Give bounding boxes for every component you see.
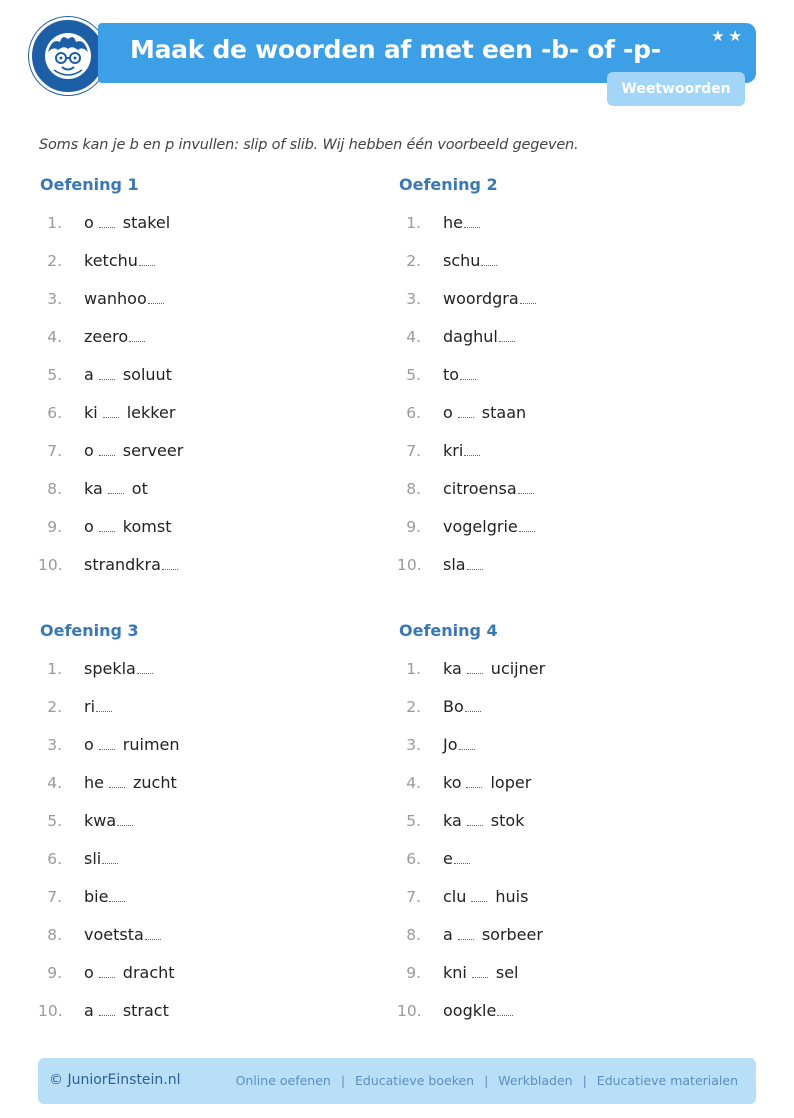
word-prefix: voetsta [84, 925, 144, 944]
word-prefix: ki [84, 403, 98, 422]
word-prefix: citroensa [443, 479, 517, 498]
exercise-item [399, 1001, 739, 1039]
footer-link-educatieve-boeken[interactable]: Educatieve boeken [355, 1073, 475, 1088]
word-fragment [443, 887, 528, 907]
exercise-item [40, 213, 380, 251]
word-fragment [443, 773, 531, 793]
word-fragment [443, 479, 535, 499]
word-prefix: o [84, 213, 94, 232]
answer-blank[interactable] [454, 849, 470, 864]
answer-blank[interactable] [467, 555, 483, 570]
item-number: 9. [406, 964, 421, 982]
word-prefix: daghul [443, 327, 498, 346]
word-fragment [84, 849, 119, 869]
word-fragment [443, 659, 545, 679]
footer-links [236, 1073, 738, 1088]
instructions: Soms kan je b en p invullen: slip of slib. Wij hebben één voorbeeld gegeven. [39, 137, 579, 153]
word-prefix: schu [443, 251, 481, 270]
answer-blank[interactable] [467, 659, 483, 674]
word-prefix: spekla [84, 659, 136, 678]
answer-blank[interactable] [99, 517, 115, 532]
answer-blank[interactable] [458, 925, 474, 940]
answer-blank[interactable] [137, 659, 153, 674]
word-prefix: he [443, 213, 463, 232]
answer-blank[interactable] [99, 1001, 115, 1016]
word-fragment [84, 811, 134, 831]
item-number: 10. [397, 1002, 422, 1020]
word-prefix: kri [443, 441, 464, 460]
item-number: 9. [406, 518, 421, 536]
exercise-item [40, 887, 380, 925]
item-number: 4. [406, 774, 421, 792]
item-number: 6. [406, 404, 421, 422]
word-suffix: staan [481, 403, 527, 422]
word-prefix: ketchu [84, 251, 138, 270]
word-prefix: ko [443, 773, 462, 792]
word-prefix: strandkra [84, 555, 161, 574]
exercise-item [40, 517, 380, 555]
word-prefix: ka [443, 811, 462, 830]
page-title: Maak de woorden af met een -b- of -p- [130, 35, 661, 64]
exercise-section [399, 175, 739, 593]
word-fragment [443, 289, 537, 309]
item-number: 6. [47, 850, 62, 868]
answer-blank[interactable] [467, 811, 483, 826]
item-number: 7. [47, 442, 62, 460]
item-number: 7. [406, 888, 421, 906]
answer-blank[interactable] [103, 403, 119, 418]
word-fragment [443, 251, 498, 271]
answer-blank[interactable] [464, 441, 480, 456]
answer-blank[interactable] [458, 403, 474, 418]
word-fragment [443, 327, 516, 347]
exercise-item [399, 811, 739, 849]
answer-blank[interactable] [117, 811, 133, 826]
word-prefix: oogkle [443, 1001, 497, 1020]
item-number: 10. [397, 556, 422, 574]
word-fragment [84, 213, 170, 233]
item-number: 8. [47, 480, 62, 498]
exercise-item [40, 773, 380, 811]
item-number: 1. [406, 214, 421, 232]
exercise-title: Oefening 2 [399, 175, 498, 194]
item-number: 3. [47, 736, 62, 754]
footer-separator: | [582, 1073, 587, 1088]
exercise-item [399, 773, 739, 811]
word-fragment [443, 517, 536, 537]
exercise-section [40, 175, 380, 593]
word-suffix: ruimen [122, 735, 180, 754]
exercise-item [399, 555, 739, 593]
word-fragment [84, 1001, 169, 1021]
word-prefix: woordgra [443, 289, 519, 308]
item-number: 7. [47, 888, 62, 906]
item-number: 10. [38, 556, 63, 574]
item-number: 3. [406, 736, 421, 754]
word-prefix: vogelgrie [443, 517, 518, 536]
word-fragment [84, 925, 162, 945]
item-number: 6. [47, 404, 62, 422]
item-number: 8. [406, 480, 421, 498]
answer-blank[interactable] [102, 849, 118, 864]
item-number: 8. [406, 926, 421, 944]
word-fragment [443, 213, 481, 233]
word-fragment [84, 441, 183, 461]
answer-blank[interactable] [109, 887, 125, 902]
word-suffix: stakel [122, 213, 171, 232]
exercise-item [40, 327, 380, 365]
exercise-title: Oefening 1 [40, 175, 139, 194]
item-number: 5. [47, 366, 62, 384]
word-suffix: ucijner [490, 659, 546, 678]
word-suffix: sel [495, 963, 519, 982]
exercise-item [399, 441, 739, 479]
item-number: 5. [47, 812, 62, 830]
answer-blank[interactable] [108, 479, 124, 494]
item-number: 9. [47, 518, 62, 536]
answer-blank[interactable] [109, 773, 125, 788]
exercise-item [40, 811, 380, 849]
exercise-item [40, 403, 380, 441]
word-prefix: ka [84, 479, 103, 498]
word-fragment [84, 479, 148, 499]
word-prefix: a [84, 365, 94, 384]
item-number: 9. [47, 964, 62, 982]
item-number: 4. [47, 328, 62, 346]
exercise-item [399, 365, 739, 403]
word-fragment [443, 735, 476, 755]
word-prefix: o [84, 963, 94, 982]
exercise-item [399, 213, 739, 251]
answer-blank[interactable] [464, 213, 480, 228]
answer-blank[interactable] [99, 365, 115, 380]
exercise-item [40, 963, 380, 1001]
word-suffix: ot [131, 479, 148, 498]
answer-blank[interactable] [139, 251, 155, 266]
exercise-item [40, 555, 380, 593]
word-suffix: lekker [126, 403, 176, 422]
exercise-item [399, 887, 739, 925]
word-suffix: sorbeer [481, 925, 543, 944]
answer-blank[interactable] [472, 963, 488, 978]
item-number: 4. [406, 328, 421, 346]
word-fragment [443, 441, 481, 461]
exercise-item [399, 251, 739, 289]
exercise-item [399, 479, 739, 517]
word-fragment [84, 697, 113, 717]
word-prefix: o [443, 403, 453, 422]
answer-blank[interactable] [148, 289, 164, 304]
word-prefix: ka [443, 659, 462, 678]
word-fragment [443, 811, 524, 831]
item-number: 3. [47, 290, 62, 308]
word-prefix: sla [443, 555, 466, 574]
exercise-item [399, 925, 739, 963]
answer-blank[interactable] [129, 327, 145, 342]
item-number: 1. [47, 660, 62, 678]
word-prefix: kni [443, 963, 467, 982]
word-fragment [443, 963, 518, 983]
word-fragment [84, 735, 180, 755]
exercise-item [399, 963, 739, 1001]
exercise-item [40, 251, 380, 289]
answer-blank[interactable] [162, 555, 178, 570]
answer-blank[interactable] [99, 963, 115, 978]
answer-blank[interactable] [520, 289, 536, 304]
word-suffix: komst [122, 517, 172, 536]
item-number: 2. [47, 698, 62, 716]
junior-einstein-logo [29, 17, 107, 95]
item-number: 10. [38, 1002, 63, 1020]
einstein-face-icon [32, 20, 104, 92]
answer-blank[interactable] [96, 697, 112, 712]
answer-blank[interactable] [466, 773, 482, 788]
word-fragment [443, 925, 543, 945]
footer-link-educatieve-materialen[interactable]: Educatieve materialen [596, 1073, 738, 1088]
word-fragment [443, 365, 477, 385]
exercise-item [399, 735, 739, 773]
footer-separator: | [340, 1073, 346, 1088]
word-prefix: wanhoo [84, 289, 147, 308]
answer-blank[interactable] [471, 887, 487, 902]
word-prefix: sli [84, 849, 102, 868]
word-prefix: a [443, 925, 453, 944]
word-prefix: o [84, 517, 94, 536]
word-prefix: Jo [443, 735, 458, 754]
exercise-item [40, 1001, 380, 1039]
exercise-title: Oefening 3 [40, 621, 139, 640]
answer-blank[interactable] [99, 735, 115, 750]
word-prefix: kwa [84, 811, 117, 830]
answer-blank[interactable] [99, 441, 115, 456]
word-prefix: clu [443, 887, 467, 906]
exercise-item [40, 659, 380, 697]
word-prefix: a [84, 1001, 94, 1020]
word-fragment [84, 773, 177, 793]
item-number: 1. [406, 660, 421, 678]
word-suffix: loper [490, 773, 532, 792]
word-prefix: o [84, 441, 94, 460]
word-prefix: ri [84, 697, 96, 716]
item-number: 2. [406, 698, 421, 716]
word-fragment [84, 327, 146, 347]
word-fragment [84, 365, 172, 385]
item-number: 2. [406, 252, 421, 270]
exercise-section [399, 621, 739, 1039]
word-prefix: he [84, 773, 104, 792]
word-prefix: Bo [443, 697, 464, 716]
word-prefix: zeero [84, 327, 129, 346]
answer-blank[interactable] [519, 517, 535, 532]
exercise-item [40, 289, 380, 327]
exercise-item [40, 925, 380, 963]
word-fragment [443, 555, 484, 575]
exercise-item [40, 849, 380, 887]
item-number: 4. [47, 774, 62, 792]
word-prefix: bie [84, 887, 109, 906]
answer-blank[interactable] [518, 479, 534, 494]
word-suffix: soluut [122, 365, 172, 384]
word-prefix: to [443, 365, 460, 384]
category-badge[interactable]: Weetwoorden [607, 72, 745, 106]
word-fragment [443, 697, 482, 717]
word-fragment [84, 963, 175, 983]
word-prefix: e [443, 849, 453, 868]
exercise-item [40, 365, 380, 403]
word-fragment [84, 659, 154, 679]
item-number: 5. [406, 366, 421, 384]
exercise-item [399, 697, 739, 735]
word-fragment [84, 555, 179, 575]
word-fragment [443, 403, 526, 423]
footer-link-werkbladen[interactable]: Werkbladen [498, 1073, 573, 1088]
item-number: 5. [406, 812, 421, 830]
exercise-item [399, 659, 739, 697]
answer-blank[interactable] [460, 365, 476, 380]
exercise-item [399, 517, 739, 555]
item-number: 7. [406, 442, 421, 460]
footer-copyright[interactable]: © JuniorEinstein.nl [49, 1072, 181, 1088]
word-suffix: serveer [122, 441, 184, 460]
footer [38, 1058, 756, 1104]
word-suffix: zucht [132, 773, 177, 792]
difficulty-stars-icon: ★★ [711, 27, 746, 45]
item-number: 6. [406, 850, 421, 868]
item-number: 8. [47, 926, 62, 944]
word-suffix: stok [490, 811, 525, 830]
item-number: 3. [406, 290, 421, 308]
word-fragment [84, 517, 171, 537]
answer-blank[interactable] [497, 1001, 513, 1016]
word-fragment [443, 1001, 514, 1021]
exercise-title: Oefening 4 [399, 621, 498, 640]
word-suffix: stract [122, 1001, 169, 1020]
answer-blank[interactable] [99, 213, 115, 228]
footer-separator: | [484, 1073, 489, 1088]
exercise-section [40, 621, 380, 1039]
item-number: 2. [47, 252, 62, 270]
footer-link-online-oefenen[interactable]: Online oefenen [235, 1073, 331, 1088]
answer-blank[interactable] [459, 735, 475, 750]
answer-blank[interactable] [145, 925, 161, 940]
word-suffix: dracht [122, 963, 175, 982]
exercise-item [40, 441, 380, 479]
item-number: 1. [47, 214, 62, 232]
exercise-item [399, 403, 739, 441]
exercise-item [399, 289, 739, 327]
exercise-item [40, 735, 380, 773]
exercise-item [40, 697, 380, 735]
word-fragment [84, 251, 156, 271]
word-fragment [84, 289, 165, 309]
exercise-item [399, 327, 739, 365]
word-fragment [84, 887, 126, 907]
answer-blank[interactable] [499, 327, 515, 342]
word-suffix: huis [495, 887, 529, 906]
word-fragment [443, 849, 471, 869]
answer-blank[interactable] [481, 251, 497, 266]
word-fragment [84, 403, 175, 423]
answer-blank[interactable] [465, 697, 481, 712]
exercise-item [40, 479, 380, 517]
word-prefix: o [84, 735, 94, 754]
exercise-item [399, 849, 739, 887]
